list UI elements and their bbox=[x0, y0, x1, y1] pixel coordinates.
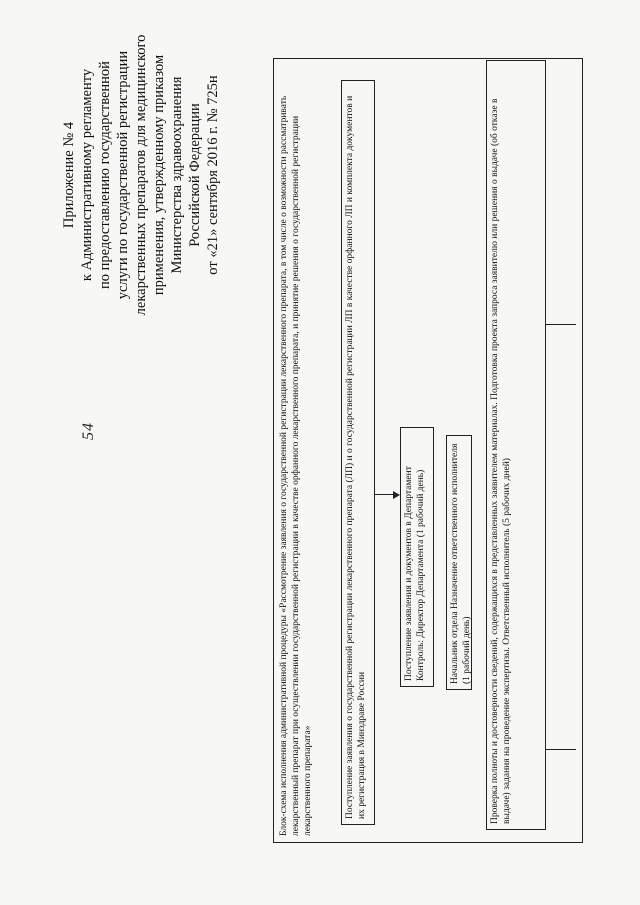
connector-left-out bbox=[546, 749, 576, 750]
appendix-line: к Административному регламенту bbox=[79, 68, 95, 282]
flow-step-3 bbox=[446, 435, 472, 690]
appendix-line: Российской Федерации bbox=[187, 103, 203, 247]
arrow-1-2 bbox=[393, 491, 400, 499]
appendix-line: по предоставлению государственной bbox=[97, 61, 113, 289]
flow-step-4 bbox=[486, 60, 546, 830]
appendix-line: применения, утвержденному приказом bbox=[151, 54, 167, 296]
flow-step-2-text: Поступление заявления и документов в Департамент Контроль: Директор Департамента (1 рабочий день) bbox=[404, 466, 426, 681]
appendix-line: лекарственных препаратов для медицинского bbox=[133, 34, 149, 316]
appendix-header bbox=[60, 0, 222, 385]
flow-step-1 bbox=[341, 80, 375, 825]
flow-step-2 bbox=[400, 427, 434, 687]
appendix-line: Приложение № 4 bbox=[61, 121, 77, 229]
flow-step-1-text: Поступление заявления о государственной регистрации лекарственного препарата (ЛП) и о государственной регистрации ЛП в качестве орфанного ЛП и комплекта документов и их регистрация в Минздраве России bbox=[345, 95, 367, 819]
connector-1-2 bbox=[375, 494, 393, 495]
connector-right-out bbox=[546, 324, 576, 325]
flowchart-title: Блок-схема исполнения административной процедуры «Рассмотрение заявления о государственной регистрации лекарственного препарата, в том числе о возможности рассматривать лекарственный препарат при осуществлении государственной регистрации в качестве орфанного лекарственного препарата, и принятие решения о государственной регистрации лекарственного препарата» bbox=[279, 95, 313, 836]
appendix-line: услуги по государственной регистрации bbox=[115, 50, 131, 300]
flow-step-3-text: Начальник отдела Назначение ответственного исполнителя (1 рабочий день) bbox=[450, 443, 472, 684]
appendix-line: Министерства здравоохранения bbox=[169, 76, 185, 274]
appendix-line: от «21» сентября 2016 г. № 725н bbox=[205, 75, 221, 275]
flow-step-4-text: Проверка полноты и достоверности сведений, содержащихся в представленных заявителем материалах. Подготовка проекта запроса заявителю или решения о выдаче (об отказе в выдаче) задания на проведение экспертизы. Ответственный исполнитель (5 рабочих дней) bbox=[490, 98, 512, 824]
page-number: 54 bbox=[80, 422, 97, 440]
